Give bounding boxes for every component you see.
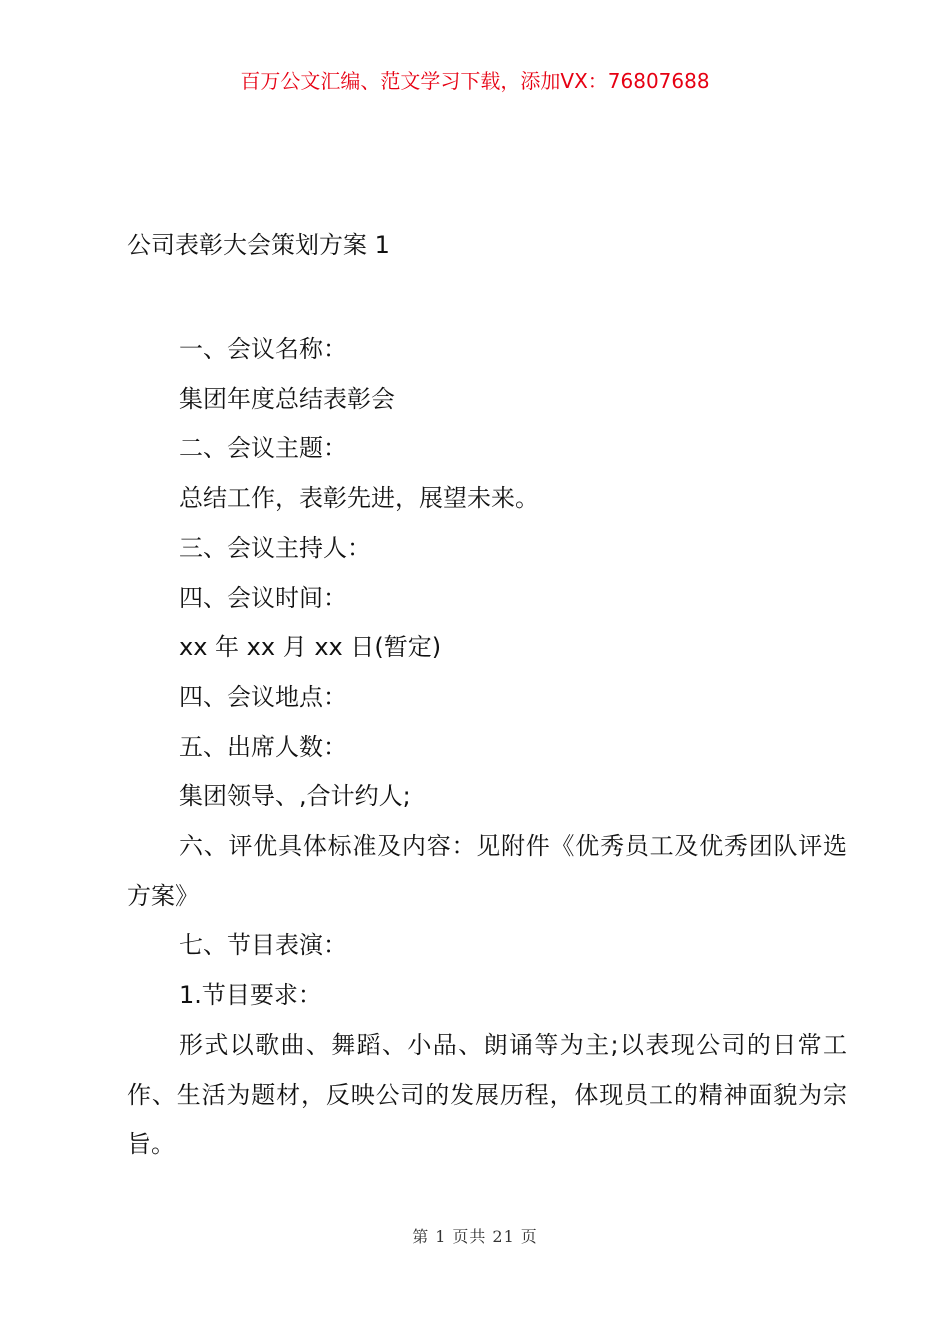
section-value-attendance: 集团领导、,合计约人;	[179, 782, 411, 811]
section-value-time: xx 年 xx 月 xx 日(暂定)	[179, 633, 442, 662]
subsection-heading-requirements: 1.节目要求：	[179, 981, 322, 1010]
section-value-theme: 总结工作，表彰先进，展望未来。	[179, 484, 539, 513]
document-title: 公司表彰大会策划方案 1	[127, 231, 390, 259]
section-heading-time: 四、会议时间：	[179, 583, 347, 612]
subsection-requirements-text: 形式以歌曲、舞蹈、小品、朗诵等为主;以表现公司的日常工作、生活为题材，反映公司的发展历程，体现员工的精神面貌为宗旨。	[127, 1030, 847, 1159]
footer-total-pages: 21	[492, 1227, 515, 1246]
footer-prefix: 第	[412, 1227, 430, 1246]
section-criteria: 六、评优具体标准及内容：见附件《优秀员工及优秀团队评选方案》	[127, 832, 847, 910]
section-heading-host: 三、会议主持人：	[179, 533, 371, 562]
header-banner: 百万公文汇编、范文学习下载，添加VX：76807688	[240, 69, 710, 93]
page-footer	[0, 1225, 950, 1249]
section-heading-name: 一、会议名称：	[179, 335, 347, 363]
footer-middle: 页共	[452, 1227, 487, 1246]
footer-page-number: 1	[435, 1227, 447, 1246]
section-heading-venue: 四、会议地点：	[179, 682, 347, 711]
section-heading-theme: 二、会议主题：	[179, 434, 347, 463]
document-body	[127, 325, 847, 1170]
footer-suffix: 页	[520, 1227, 538, 1246]
section-heading-performance: 七、节目表演：	[179, 931, 347, 960]
section-heading-attendance: 五、出席人数：	[179, 732, 347, 761]
section-value-name: 集团年度总结表彰会	[179, 384, 395, 413]
